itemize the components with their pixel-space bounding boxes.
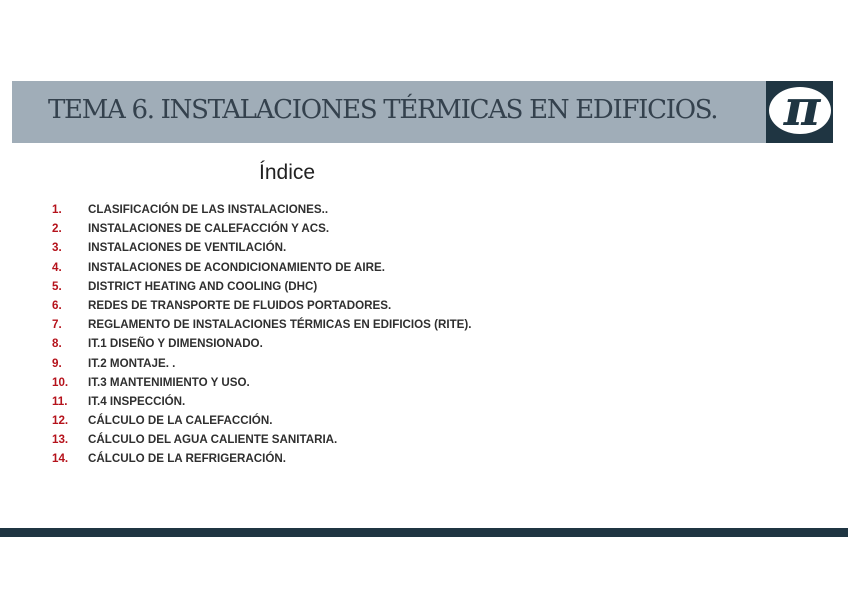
toc-item-number: 11.	[52, 394, 68, 408]
toc-item	[52, 334, 471, 353]
toc-item-number: 4.	[52, 260, 62, 274]
toc-item-label: CÁLCULO DEL AGUA CALIENTE SANITARIA.	[88, 433, 338, 447]
toc-item-number: 14.	[52, 452, 69, 466]
toc-item	[52, 296, 471, 315]
toc-item-label: REGLAMENTO DE INSTALACIONES TÉRMICAS EN EDIFICIOS (RITE).	[88, 318, 472, 332]
toc-item-label: INSTALACIONES DE CALEFACCIÓN Y ACS.	[88, 222, 330, 236]
toc-item	[52, 258, 471, 277]
toc-item-number: 12.	[52, 414, 69, 428]
toc-item-number: 9.	[52, 356, 62, 370]
toc-item-label: IT.2 MONTAJE. .	[88, 356, 176, 370]
toc-item	[52, 219, 471, 238]
toc-item	[52, 354, 471, 373]
toc-item-label: INSTALACIONES DE ACONDICIONAMIENTO DE AIRE.	[88, 260, 385, 274]
toc-item-number: 1.	[52, 203, 62, 216]
toc-item-number: 3.	[52, 241, 62, 255]
index-title: Índice	[259, 161, 316, 184]
toc-item-number: 2.	[52, 222, 62, 236]
toc-item-number: 8.	[52, 337, 62, 351]
toc-item-label: IT.1 DISEÑO Y DIMENSIONADO.	[88, 337, 263, 351]
toc-item	[52, 449, 471, 468]
toc-item	[52, 373, 471, 392]
toc-item-number: 6.	[52, 298, 62, 312]
toc-list	[52, 200, 471, 469]
toc-item-label: CÁLCULO DE LA REFRIGERACIÓN.	[88, 452, 286, 466]
toc-item-label: IT.3 MANTENIMIENTO Y USO.	[88, 375, 250, 389]
toc-item-number: 5.	[52, 279, 62, 293]
toc-item-label: REDES DE TRANSPORTE DE FLUIDOS PORTADORES.	[88, 298, 392, 312]
toc-item-label: DISTRICT HEATING AND COOLING (DHC)	[88, 279, 318, 293]
toc-item-number: 13.	[52, 433, 69, 447]
toc-item-label: CÁLCULO DE LA CALEFACCIÓN.	[88, 414, 273, 428]
toc-item	[52, 200, 471, 219]
toc-item-number: 10.	[52, 375, 69, 389]
toc-item-label: INSTALACIONES DE VENTILACIÓN.	[88, 241, 287, 255]
toc-item-label: CLASIFICACIÓN DE LAS INSTALACIONES..	[88, 203, 329, 216]
toc-item	[52, 315, 471, 334]
toc-item	[52, 411, 471, 430]
toc-item	[52, 430, 471, 449]
toc-item	[52, 277, 471, 296]
bottom-bar	[0, 528, 848, 537]
toc-item	[52, 238, 471, 257]
toc-item-number: 7.	[52, 318, 62, 332]
toc-item-label: IT.4 INSPECCIÓN.	[88, 394, 186, 408]
page-title: TEMA 6. INSTALACIONES TÉRMICAS EN EDIFICIOS.	[48, 95, 718, 125]
pi-logo: π	[783, 78, 821, 137]
toc-item	[52, 392, 471, 411]
